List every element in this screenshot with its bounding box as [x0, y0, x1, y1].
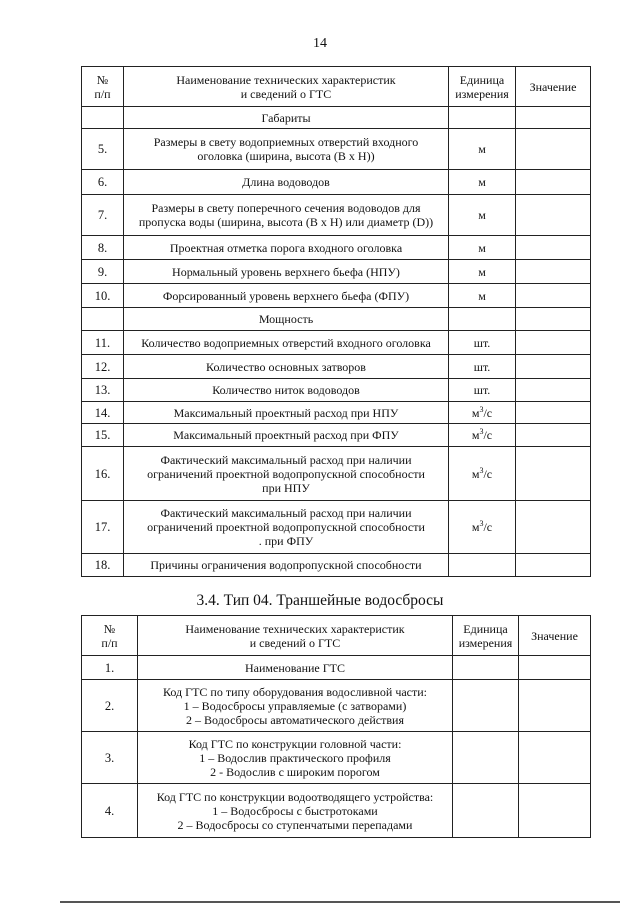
table-row	[82, 732, 591, 784]
unit-tail: /с	[483, 520, 493, 534]
header-num-text: № п/п	[101, 621, 118, 650]
header-num	[82, 616, 138, 656]
unit-sup: 3	[479, 404, 484, 414]
row-name: Фактический максимальный расход при наличии ограничений проектной водопропускной способности при НПУ	[124, 447, 449, 501]
table-row	[82, 379, 591, 402]
row-value	[516, 501, 591, 554]
row-name: Количество ниток водоводов	[124, 379, 449, 402]
row-name: Форсированный уровень верхнего бьефа (ФПУ)	[124, 284, 449, 308]
row-value	[519, 732, 591, 784]
row-unit: м	[449, 236, 516, 260]
characteristics-table-2	[81, 615, 591, 838]
header-name-text: Наименование технических характеристик и сведений о ГТС	[185, 621, 405, 650]
table-row	[82, 501, 591, 554]
row-unit: м	[449, 260, 516, 284]
row-name: Код ГТС по конструкции водоотводящего устройства: 1 – Водосбросы с быстротоками 2 – Водосбросы со ступенчатыми перепадами	[138, 784, 453, 838]
row-name: Нормальный уровень верхнего бьефа (НПУ)	[124, 260, 449, 284]
row-unit	[453, 784, 519, 838]
row-name: Количество основных затворов	[124, 355, 449, 379]
table-row	[82, 784, 591, 838]
section-row-moshchnost	[82, 308, 591, 331]
row-value	[516, 170, 591, 195]
row-num: 4.	[82, 784, 138, 838]
table-row	[82, 447, 591, 501]
row-num: 5.	[82, 129, 124, 170]
unit-base: м	[471, 520, 480, 534]
row-name: Размеры в свету водоприемных отверстий входного оголовка (ширина, высота (В х Н))	[124, 129, 449, 170]
row-name: Количество водоприемных отверстий входного оголовка	[124, 331, 449, 355]
row-num: 8.	[82, 236, 124, 260]
row-name: Наименование ГТС	[138, 656, 453, 680]
unit-base: м	[471, 466, 480, 481]
table-row	[82, 402, 591, 424]
row-value	[516, 236, 591, 260]
row-num: 12.	[82, 355, 124, 379]
row-num: 3.	[82, 732, 138, 784]
row-value	[519, 680, 591, 732]
blank-cell	[449, 308, 516, 331]
table-row	[82, 331, 591, 355]
header-value-text: Значение	[531, 628, 578, 643]
row-value	[516, 402, 591, 424]
page-number: 14	[313, 36, 327, 51]
table-row	[82, 284, 591, 308]
row-unit: м	[449, 195, 516, 236]
row-num: 10.	[82, 284, 124, 308]
row-value	[516, 331, 591, 355]
row-name: Проектная отметка порога входного оголовка	[124, 236, 449, 260]
blank-cell	[449, 107, 516, 129]
blank-cell	[82, 107, 124, 129]
row-unit: м	[449, 170, 516, 195]
row-unit	[453, 680, 519, 732]
unit-tail: /с	[483, 466, 493, 481]
header-unit	[453, 616, 519, 656]
row-name: Максимальный проектный расход при ФПУ	[124, 424, 449, 447]
row-name: Причины ограничения водопропускной способности	[124, 554, 449, 577]
row-name: Фактический максимальный расход при наличии ограничений проектной водопропускной способности . при ФПУ	[124, 501, 449, 554]
row-unit: шт.	[449, 379, 516, 402]
row-unit	[449, 501, 516, 554]
table-row	[82, 656, 591, 680]
unit-base: м	[471, 428, 480, 442]
table-row	[82, 195, 591, 236]
header-unit	[449, 67, 516, 107]
unit-base: м	[471, 405, 480, 420]
row-value	[516, 195, 591, 236]
row-unit	[449, 424, 516, 447]
header-name-text: Наименование технических характеристик и сведений о ГТС	[176, 72, 396, 101]
row-value	[516, 379, 591, 402]
header-name	[138, 616, 453, 656]
section-label-gabarity: Габариты	[124, 107, 449, 129]
row-num: 16.	[82, 447, 124, 501]
unit-sup: 3	[479, 427, 484, 436]
table-row	[82, 260, 591, 284]
row-num: 7.	[82, 195, 124, 236]
row-num: 14.	[82, 402, 124, 424]
row-value	[516, 260, 591, 284]
row-unit	[449, 402, 516, 424]
row-num: 15.	[82, 424, 124, 447]
row-unit: шт.	[449, 355, 516, 379]
row-name: Длина водоводов	[124, 170, 449, 195]
row-num: 9.	[82, 260, 124, 284]
table-row	[82, 129, 591, 170]
table-row	[82, 170, 591, 195]
row-unit	[453, 656, 519, 680]
row-num: 2.	[82, 680, 138, 732]
unit-sup: 3	[479, 465, 484, 475]
header-unit-text: Единица измерения	[458, 621, 513, 650]
row-unit: м	[449, 129, 516, 170]
row-num: 17.	[82, 501, 124, 554]
header-num-text: № п/п	[94, 72, 111, 101]
table-row	[82, 355, 591, 379]
row-num: 1.	[82, 656, 138, 680]
table-row	[82, 236, 591, 260]
section-label-moshchnost: Мощность	[124, 308, 449, 331]
row-name: Код ГТС по типу оборудования водосливной части: 1 – Водосбросы управляемые (с затворами) 2 – Водосбросы автоматического действия	[138, 680, 453, 732]
table-row	[82, 424, 591, 447]
row-unit: шт.	[449, 331, 516, 355]
row-value	[516, 129, 591, 170]
table-row	[82, 680, 591, 732]
row-value	[516, 554, 591, 577]
blank-cell	[82, 308, 124, 331]
header-num	[82, 67, 124, 107]
row-value	[516, 447, 591, 501]
table-header-row	[82, 67, 591, 107]
row-name: Код ГТС по конструкции головной части: 1 – Водослив практического профиля 2 - Водослив с широким порогом	[138, 732, 453, 784]
unit-tail: /с	[483, 428, 493, 442]
row-value	[516, 284, 591, 308]
section-title: 3.4. Тип 04. Траншейные водосбросы	[196, 592, 444, 609]
row-num: 6.	[82, 170, 124, 195]
characteristics-table-1	[81, 66, 591, 577]
row-name: Размеры в свету поперечного сечения водоводов для пропуска воды (ширина, высота (В х Н) или диаметр (D))	[124, 195, 449, 236]
row-value	[519, 656, 591, 680]
header-value-text: Значение	[529, 79, 577, 94]
row-unit	[453, 732, 519, 784]
blank-cell	[516, 107, 591, 129]
row-unit	[449, 554, 516, 577]
header-value	[519, 616, 591, 656]
unit-sup: 3	[479, 519, 484, 528]
section-row-gabarity	[82, 107, 591, 129]
row-value	[519, 784, 591, 838]
header-name	[124, 67, 449, 107]
row-num: 13.	[82, 379, 124, 402]
unit-tail: /с	[483, 405, 493, 420]
header-unit-text: Единица измерения	[455, 72, 509, 101]
table-row	[82, 554, 591, 577]
table-header-row	[82, 616, 591, 656]
row-num: 18.	[82, 554, 124, 577]
row-value	[516, 355, 591, 379]
page-bottom-edge	[60, 901, 620, 903]
header-value	[516, 67, 591, 107]
row-value	[516, 424, 591, 447]
row-unit	[449, 447, 516, 501]
row-unit: м	[449, 284, 516, 308]
row-name: Максимальный проектный расход при НПУ	[124, 402, 449, 424]
blank-cell	[516, 308, 591, 331]
row-num: 11.	[82, 331, 124, 355]
